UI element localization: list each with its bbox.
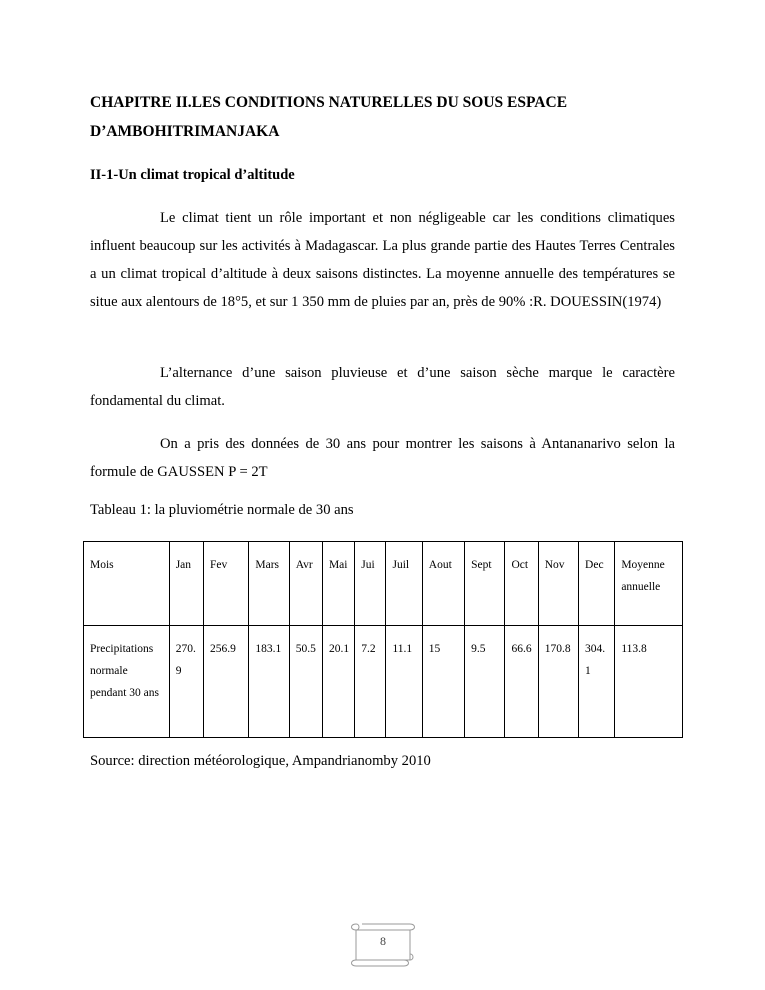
table-header-cell: Jui — [355, 542, 386, 626]
table-cell: 113.8 — [615, 626, 683, 738]
table-header-cell: Dec — [579, 542, 615, 626]
table-header-cell: Jan — [169, 542, 203, 626]
table-row-label: Precipitations normale pendant 30 ans — [84, 626, 170, 738]
paragraph-alternance — [90, 359, 675, 415]
table-cell: 11.1 — [386, 626, 422, 738]
rainfall-table — [83, 541, 683, 738]
chapter-title — [90, 88, 690, 146]
section-heading: II-1-Un climat tropical d’altitude — [90, 167, 295, 183]
source-note: Source: direction météorologique, Ampandrianomby 2010 — [90, 753, 431, 769]
table-cell: 183.1 — [249, 626, 289, 738]
table-cell: 256.9 — [203, 626, 248, 738]
table-header-cell: Avr — [289, 542, 322, 626]
table-header-cell: Mars — [249, 542, 289, 626]
table-cell: 170.8 — [538, 626, 578, 738]
table-header-cell: Aout — [422, 542, 464, 626]
paragraph-alternance-text: L’alternance d’une saison pluvieuse et d’une saison sèche marque le caractère fondamental du climat. — [90, 365, 675, 409]
table-cell: 270.9 — [169, 626, 203, 738]
paragraph-gaussen — [90, 430, 675, 486]
table-cell: 15 — [422, 626, 464, 738]
table-caption: Tableau 1: la pluviométrie normale de 30 ans — [90, 502, 354, 518]
table-header-cell: Mai — [322, 542, 354, 626]
table-header-cell: Fev — [203, 542, 248, 626]
table-header-cell: Oct — [505, 542, 538, 626]
table-header-cell: Sept — [465, 542, 505, 626]
table-cell: 9.5 — [465, 626, 505, 738]
table-cell: 50.5 — [289, 626, 322, 738]
page-number: 8 — [380, 934, 386, 948]
table-cell: 7.2 — [355, 626, 386, 738]
table-row — [84, 626, 683, 738]
paragraph-climate — [90, 204, 675, 316]
chapter-title-line1: CHAPITRE II.LES CONDITIONS NATURELLES DU SOUS ESPACE — [90, 94, 568, 111]
table-header-cell: Mois — [84, 542, 170, 626]
page-number-scroll — [348, 920, 418, 972]
table-cell: 20.1 — [322, 626, 354, 738]
table-header-cell: Moyenne annuelle — [615, 542, 683, 626]
chapter-title-line2: D’AMBOHITRIMANJAKA — [90, 123, 280, 140]
table-header-cell: Nov — [538, 542, 578, 626]
paragraph-gaussen-text: On a pris des données de 30 ans pour montrer les saisons à Antananarivo selon la formule de GAUSSEN P = 2T — [90, 436, 675, 480]
table-cell: 66.6 — [505, 626, 538, 738]
table-header-cell: Juil — [386, 542, 422, 626]
paragraph-climate-text: Le climat tient un rôle important et non négligeable car les conditions climatiques influent beaucoup sur les activités à Madagascar. La plus grande partie des Hautes Terres Centrales a un climat tropical d’altitude à deux saisons distinctes. La moyenne annuelle des températures se situe aux alentours de 18°5, et sur 1 350 mm de pluies par an, près de 90% :R. DOUESSIN(1974) — [90, 210, 675, 310]
table-cell: 304.1 — [579, 626, 615, 738]
table-header-row — [84, 542, 683, 626]
